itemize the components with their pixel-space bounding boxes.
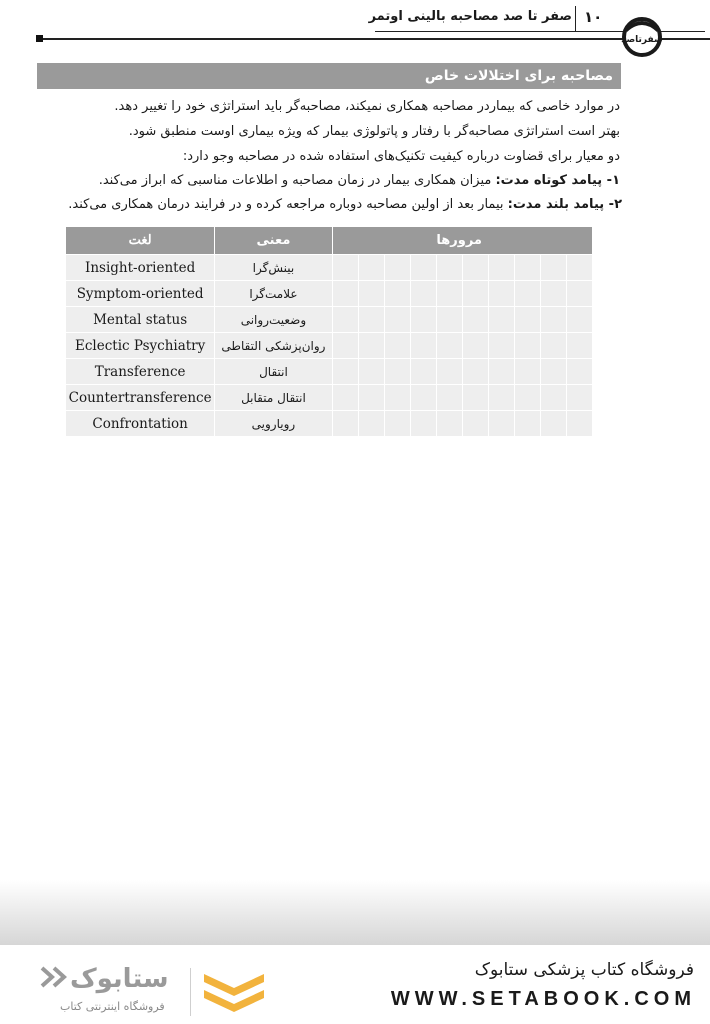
review-checkboxes[interactable]: [332, 333, 592, 359]
review-checkboxes[interactable]: [332, 411, 592, 437]
word-cell: Transference: [66, 359, 215, 385]
table-row: [66, 255, 593, 281]
meaning-cell: انتقال: [215, 359, 332, 385]
paragraph-1: در موارد خاصی که بیماردر مصاحبه همکاری نمیکند، مصاحبه‌گر باید استراتژی خود را تغییر دهد.: [114, 99, 620, 114]
vocabulary-table: [65, 226, 593, 437]
review-checkboxes[interactable]: [332, 281, 592, 307]
meaning-cell: رویارویی: [215, 411, 332, 437]
header-word: لغت: [66, 227, 215, 255]
paragraph-3: دو معیار برای قضاوت درباره کیفیت تکنیک‌های استفاده شده در مصاحبه وجو دارد:: [182, 149, 620, 164]
criterion-long-term: [62, 196, 622, 214]
word-cell: Countertransference: [66, 385, 215, 411]
word-cell: Mental status: [66, 307, 215, 333]
word-cell: Symptom-oriented: [66, 281, 215, 307]
table-row: [66, 333, 593, 359]
word-cell: Insight-oriented: [66, 255, 215, 281]
criterion-long-term-text: بیمار بعد از اولین مصاحبه دوباره مراجعه کرده و در فرایند درمان همکاری می‌کند.: [68, 197, 508, 212]
meaning-cell: وضعیت‌روانی: [215, 307, 332, 333]
setabook-brand-logo: [36, 960, 186, 994]
review-checkboxes[interactable]: [332, 385, 592, 411]
brand-name: ستابوک: [70, 964, 169, 994]
meaning-cell: روان‌پزشکی التقاطی: [215, 333, 332, 359]
review-checkboxes[interactable]: [332, 255, 592, 281]
header-separator: [575, 6, 576, 32]
table-row: [66, 281, 593, 307]
page-header: [0, 0, 710, 60]
header-rule-end-mark: [36, 35, 43, 42]
logo-text: صفرتاصد: [621, 35, 663, 45]
criterion-short-term: [60, 172, 620, 190]
word-cell: Confrontation: [66, 411, 215, 437]
meaning-cell: انتقال متقابل: [215, 385, 332, 411]
section-title: مصاحبه برای اختلالات خاص: [37, 63, 621, 89]
review-checkboxes[interactable]: [332, 307, 592, 333]
book-title: صفر تا صد مصاحبه بالینی اوتمر: [368, 9, 572, 24]
header-meaning: معنی: [215, 227, 332, 255]
table-header-row: [66, 227, 593, 255]
book-logo-icon: [617, 12, 667, 58]
table-row: [66, 307, 593, 333]
criterion-long-term-label: ۲- پیامد بلند مدت:: [507, 197, 622, 212]
store-url[interactable]: WWW.SETABOOK.COM: [390, 988, 696, 1010]
criterion-short-term-label: ۱- پیامد کوتاه مدت:: [495, 173, 620, 188]
store-tagline: فروشگاه اینترنتی کتاب: [60, 1000, 165, 1013]
header-rule-main: [38, 38, 710, 40]
book-stack-icon: [198, 968, 270, 1016]
meaning-cell: علامت‌گرا: [215, 281, 332, 307]
header-review: مرورها: [332, 227, 592, 255]
table-row: [66, 359, 593, 385]
table-row: [66, 411, 593, 437]
footer-gradient: [0, 880, 710, 945]
word-cell: Eclectic Psychiatry: [66, 333, 215, 359]
page-number: ۱۰: [584, 8, 603, 26]
table-row: [66, 385, 593, 411]
footer-divider: [190, 968, 191, 1016]
store-name: فروشگاه کتاب پزشکی ستابوک: [474, 960, 694, 980]
review-checkboxes[interactable]: [332, 359, 592, 385]
criterion-short-term-text: میزان همکاری بیمار در زمان مصاحبه و اطلاعات مناسبی که ابراز می‌کند.: [98, 173, 496, 188]
paragraph-2: بهتر است استراتژی مصاحبه‌گر با رفتار و پاتولوژی بیمار که ویژه بیماری اوست منطبق شود.: [128, 124, 620, 139]
meaning-cell: بینش‌گرا: [215, 255, 332, 281]
